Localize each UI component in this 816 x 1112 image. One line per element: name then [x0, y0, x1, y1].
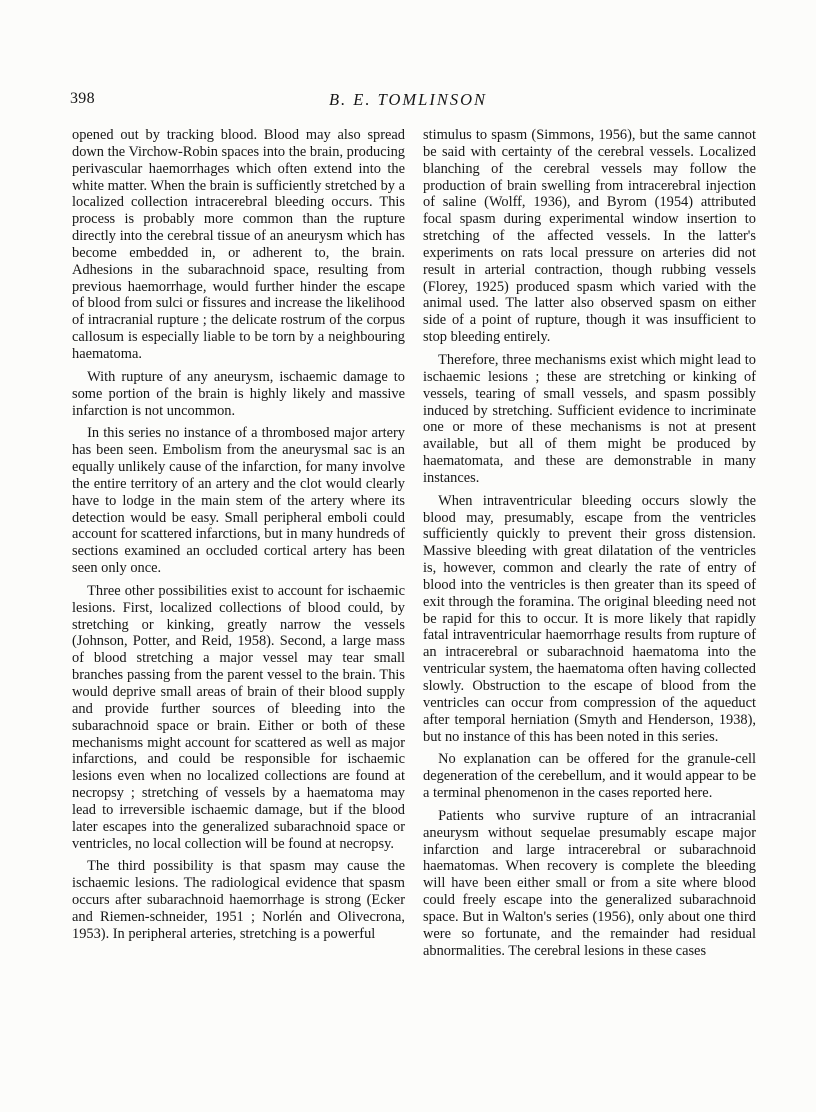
page-header: [70, 90, 746, 112]
right-column: [423, 127, 756, 960]
paragraph: The third possibility is that spasm may cause the ischaemic lesions. The radiological evidence that spasm occurs after subarachnoid haemorrhage is strong (Ecker and Riemen-schneider, 1951 ; Norlén and Olivecrona, 1953). In peripheral arteries, stretching is a powerful: [72, 858, 405, 942]
paragraph: Three other possibilities exist to account for ischaemic lesions. First, localized collections of blood could, by stretching or kinking, greatly narrow the vessels (Johnson, Potter, and Reid, 1958). Second, a large mass of blood stretching a major vessel may tear small branches passing from the parent vessel to the brain. This would deprive small areas of brain of their blood supply and provide further sources of bleeding into the subarachnoid space or brain. Either or both of these mechanisms might account for scattered as well as major infarctions, and could be responsible for ischaemic lesions even when no localized collections are found at necropsy ; stretching of vessels by a haematoma may lead to irreversible ischaemic damage, but if the blood later escapes into the generalized subarachnoid space or ventricles, no local collection will be found at necropsy.: [72, 582, 405, 852]
running-head: B. E. TOMLINSON: [328, 90, 488, 109]
paragraph: When intraventricular bleeding occurs slowly the blood may, presumably, escape from the ventricles sufficiently quickly to prevent their gross distension. Massive bleeding with great dilatation of the ventricles is, however, common and clearly the rate of entry of blood into the ventricles is then greater than its speed of exit through the foramina. The original bleeding need not be rapid for this to occur. It is more likely that rapidly fatal intraventricular haemorrhage results from rupture of an intracerebral or subarachnoid haematoma into the ventricular system, the haematoma often having collected slowly. Obstruction to the escape of blood from the ventricles can occur from compression of the aqueduct after temporal herniation (Smyth and Henderson, 1938), but no instance of this has been noted in this series.: [423, 492, 756, 745]
paragraph: In this series no instance of a thrombosed major artery has been seen. Embolism from the aneurysmal sac is an equally unlikely cause of the infarction, for many involve the entire territory of an artery and the clot would clearly have to lodge in the main stem of the artery where its detection would be easy. Small peripheral emboli could account for scattered infarctions, but in many hundreds of sections examined an occluded cortical artery has been seen only once.: [72, 425, 405, 577]
paragraph: With rupture of any aneurysm, ischaemic damage to some portion of the brain is highly likely and massive infarction is not uncommon.: [72, 368, 405, 419]
paragraph: No explanation can be offered for the granule-cell degeneration of the cerebellum, and it would appear to be a terminal phenomenon in the cases reported here.: [423, 751, 756, 802]
paragraph: stimulus to spasm (Simmons, 1956), but the same cannot be said with certainty of the cerebral vessels. Localized blanching of the cerebral vessels may follow the production of brain swelling from intracerebral injection of saline (Wolff, 1936), and Byrom (1954) attributed focal spasm during experimental window insertion to stretching of the affected vessels. In the latter's experiments on rats local pressure on arteries did not result in arterial contraction, though rubbing vessels (Florey, 1925) produced spasm which varied with the animal used. The latter also observed spasm on either side of a point of rupture, though it was insufficient to stop bleeding entirely.: [423, 127, 756, 346]
page-number: 398: [70, 90, 95, 107]
paragraph: opened out by tracking blood. Blood may also spread down the Virchow-Robin spaces into the brain, producing perivascular haemorrhages which often extend into the white matter. When the brain is sufficiently stretched by a localized collection intracerebral bleeding occurs. This process is probably more common than the rupture directly into the cerebral tissue of an aneurysm which has become embedded in, or adherent to, the brain. Adhesions in the subarachnoid space, resulting from previous haemorrhage, would further hinder the escape of blood from sulci or fissures and increase the likelihood of intracranial rupture ; the delicate rostrum of the corpus callosum is especially liable to be torn by a neighbouring haematoma.: [72, 127, 405, 362]
paragraph: Patients who survive rupture of an intracranial aneurysm without sequelae presumably escape major infarction and large intracerebral or subarachnoid haematomas. When recovery is complete the bleeding will have been either small or from a site where blood could freely escape into the generalized subarachnoid space. But in Walton's series (1956), only about one third were so fortunate, and the remainder had residual abnormalities. The cerebral lesions in these cases: [423, 807, 756, 959]
paragraph: Therefore, three mechanisms exist which might lead to ischaemic lesions ; these are stretching or kinking of vessels, tearing of small vessels, and spasm possibly induced by stretching. Sufficient evidence to incriminate one or more of these mechanisms is not at present available, but all of them might be produced by haematomata, and these are demonstrable in many instances.: [423, 351, 756, 486]
left-column: [72, 127, 405, 943]
